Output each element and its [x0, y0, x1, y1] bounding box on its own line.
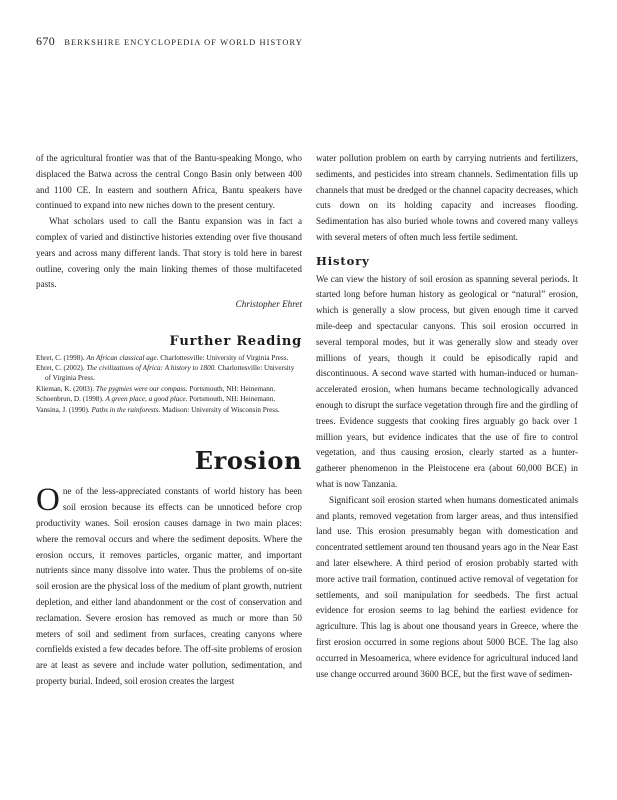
reference-item: Schoenbrun, D. (1998). A green place, a good place. Portsmouth, NH: Heinemann.	[36, 395, 276, 404]
reference-list	[36, 354, 302, 416]
right-column	[316, 151, 578, 682]
paragraph: Significant soil erosion started when humans domesticated animals and plants, removed vegetation from larger areas, and thus intensified land use. This erosion presumably began with domestication and concentrated settlement around ten thousand years ago in the Near East and later elsewhere. A third period of erosion probably started with more active trail formation, continued active removal of vegetation for settlements, and soil manipulation for seedbeds. The first actual evidence for erosion seems to lag behind the earliest evidence for agriculture. This lag is about one thousand years in Greece, where the first erosion occurred in some regions about 5000 BCE. The lag also occurred in Mesoamerica, where evidence for agricultural induced land use change occurred around 3600 BCE, but the first wave of sedimen-	[316, 494, 578, 679]
paragraph: water pollution problem on earth by carrying nutrients and fertilizers, sediments, and pesticides into stream channels. Sedimentation fills up channels that must be dredged or the channel capacity decreases, which cuts down on its holding capacity and increases flooding. Sedimentation has also buried whole towns and covered many valleys with several meters of often much less fertile sediment.	[316, 153, 578, 242]
running-title: BERKSHIRE ENCYCLOPEDIA OF WORLD HISTORY	[64, 38, 303, 47]
section-heading-history: History	[316, 253, 370, 268]
running-header	[36, 34, 303, 49]
left-column	[36, 151, 302, 690]
page-number: 670	[36, 34, 56, 48]
paragraph: What scholars used to call the Bantu expansion was in fact a complex of varied and distinctive histories extending over five thousand years and across many different lands. That story is told here in barest outline, covering only the main linking themes of those multifaceted pasts.	[36, 216, 302, 290]
further-reading-heading: Further Reading	[169, 333, 302, 349]
paragraph: of the agricultural frontier was that of the Bantu-speaking Mongo, who displaced the Batwa across the central Congo Basin only between 400 and 1100 CE. In eastern and southern Africa, Bantu speakers have continued to expand into new niches down to the present century.	[36, 153, 302, 211]
drop-cap: O	[36, 482, 60, 519]
reference-item: Klieman, K. (2003). The pygmies were our compass. Portsmouth, NH: Heinemann.	[36, 384, 276, 393]
reference-item: Ehret, C. (1998). An African classical age. Charlottesville: University of Virginia Press.	[36, 353, 289, 362]
article-title: Erosion	[194, 446, 302, 476]
reference-item: Ehret, C. (2002). The civilizations of Africa: A history to 1800. Charlottesville: University of Virginia Press.	[36, 364, 295, 382]
reference-item: Vansina, J. (1990). Paths in the rainforests. Madison: University of Wisconsin Press.	[36, 405, 280, 414]
author-byline: Christopher Ehret	[235, 299, 302, 310]
paragraph: We can view the history of soil erosion as spanning several periods. It started long before human history as geological or “natural” erosion, which is generally a slow process, but given enough time it carved mile-deep and spectacular canyons. This soil erosion occurred in several temporal modes, but it was generally slow and steady over millions of years, though it could be episodically rapid and discontinuous. A second wave started with human-induced or human-accelerated erosion, when humans became technologically advanced enough to disrupt the surface vegetation through fire and the girdling of trees. Evidence suggests that cooking fires arguably go back over 1 million years, but evidence indicates that the use of fire to control vegetation, and thus causing erosion, clearly started as a hunter-gatherer phenomenon in the Pleistocene era (about 60,000 BCE) in what is now Tanzania.	[316, 273, 578, 489]
intro-paragraph: One of the less-appreciated constants of world history has been soil erosion because its effects can be unnoticed before crop productivity wanes. Soil erosion causes damage in two main places: where the removal occurs and where the sediment deposits. Where the erosion occurs, it removes particles, organic matter, and important nutrients since many dissolve into water. Thus the problems of on-site soil erosion are the physical loss of the medium of plant growth, nutrient depletion, and either land abandonment or the cost of conservation and reclamation. Severe erosion has removed as much or more than 50 meters of soil and sediment from surfaces, creating canyons where cornfields existed a few decades before. The off-site problems of erosion are at least as severe and include water pollution, sedimentation, and property burial. Indeed, soil erosion creates the largest	[36, 482, 302, 686]
